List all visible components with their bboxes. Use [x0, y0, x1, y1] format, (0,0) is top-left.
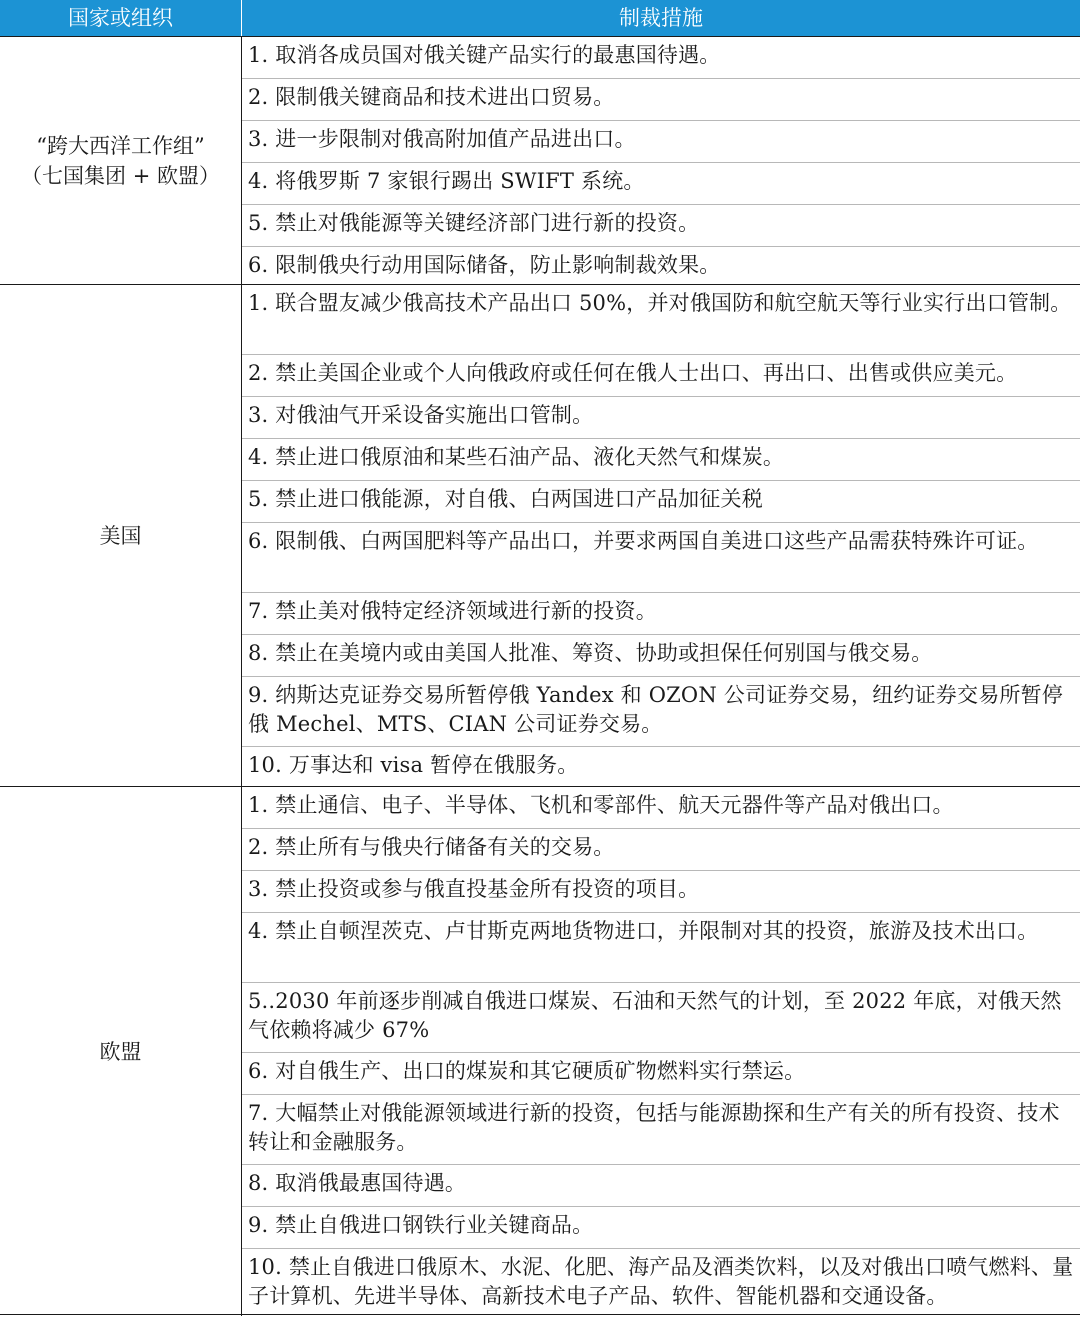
measure-item: 9. 纳斯达克证券交易所暂停俄 Yandex 和 OZON 公司证券交易，纽约证券交易所暂停俄 Mechel、MTS、CIAN 公司证券交易。	[242, 677, 1080, 747]
measure-item: 5. 禁止进口俄能源，对自俄、白两国进口产品加征关税	[242, 481, 1080, 523]
country-cell: 美国	[0, 285, 242, 787]
measure-item: 3. 禁止投资或参与俄直投基金所有投资的项目。	[242, 871, 1080, 913]
measure-item: 5..2030 年前逐步削减自俄进口煤炭、石油和天然气的计划，至 2022 年底，对俄天然气依赖将减少 67%	[242, 983, 1080, 1053]
measure-item: 6. 限制俄、白两国肥料等产品出口，并要求两国自美进口这些产品需获特殊许可证。	[242, 523, 1080, 593]
measure-item: 10. 禁止自俄进口俄原木、水泥、化肥、海产品及酒类饮料，以及对俄出口喷气燃料、量子计算机、先进半导体、高新技术电子产品、软件、智能机器和交通设备。	[248, 1255, 1074, 1308]
measures-cell	[242, 285, 1080, 787]
measure-item: 10. 万事达和 visa 暂停在俄服务。	[248, 753, 579, 777]
measure-item: 6. 限制俄央行动用国际储备，防止影响制裁效果。	[248, 253, 721, 277]
country-cell: 欧盟	[0, 787, 242, 1316]
country-cell: “跨大西洋工作组” （七国集团 + 欧盟）	[0, 37, 242, 285]
table-row-transatlantic	[0, 36, 1080, 285]
measure-item: 4. 将俄罗斯 7 家银行踢出 SWIFT 系统。	[242, 163, 1080, 205]
measure-item: 8. 禁止在美境内或由美国人批准、筹资、协助或担保任何别国与俄交易。	[242, 635, 1080, 677]
measures-cell	[242, 787, 1080, 1316]
table-header	[0, 0, 1080, 36]
measure-item: 7. 大幅禁止对俄能源领域进行新的投资，包括与能源勘探和生产有关的所有投资、技术转让和金融服务。	[242, 1095, 1080, 1165]
header-country: 国家或组织	[0, 0, 242, 36]
measure-item: 1. 联合盟友减少俄高技术产品出口 50%，并对俄国防和航空航天等行业实行出口管制。	[242, 285, 1080, 355]
table-row-eu	[0, 786, 1080, 1316]
measure-item: 5. 禁止对俄能源等关键经济部门进行新的投资。	[242, 205, 1080, 247]
measure-item: 2. 限制俄关键商品和技术进出口贸易。	[242, 79, 1080, 121]
measure-item: 6. 对自俄生产、出口的煤炭和其它硬质矿物燃料实行禁运。	[242, 1053, 1080, 1095]
measure-item: 2. 禁止所有与俄央行储备有关的交易。	[242, 829, 1080, 871]
measure-item: 4. 禁止自顿涅茨克、卢甘斯克两地货物进口，并限制对其的投资，旅游及技术出口。	[242, 913, 1080, 983]
measure-item: 4. 禁止进口俄原油和某些石油产品、液化天然气和煤炭。	[242, 439, 1080, 481]
measure-item: 9. 禁止自俄进口钢铁行业关键商品。	[242, 1207, 1080, 1249]
table-row-usa	[0, 284, 1080, 787]
measure-item: 1. 禁止通信、电子、半导体、飞机和零部件、航天元器件等产品对俄出口。	[242, 787, 1080, 829]
measure-item: 3. 对俄油气开采设备实施出口管制。	[242, 397, 1080, 439]
measure-item: 1. 取消各成员国对俄关键产品实行的最惠国待遇。	[242, 37, 1080, 79]
measure-item: 8. 取消俄最惠国待遇。	[242, 1165, 1080, 1207]
measure-item: 3. 进一步限制对俄高附加值产品进出口。	[242, 121, 1080, 163]
measures-cell	[242, 37, 1080, 285]
measure-item: 2. 禁止美国企业或个人向俄政府或任何在俄人士出口、再出口、出售或供应美元。	[242, 355, 1080, 397]
header-measures: 制裁措施	[619, 6, 703, 30]
measure-item: 7. 禁止美对俄特定经济领域进行新的投资。	[242, 593, 1080, 635]
